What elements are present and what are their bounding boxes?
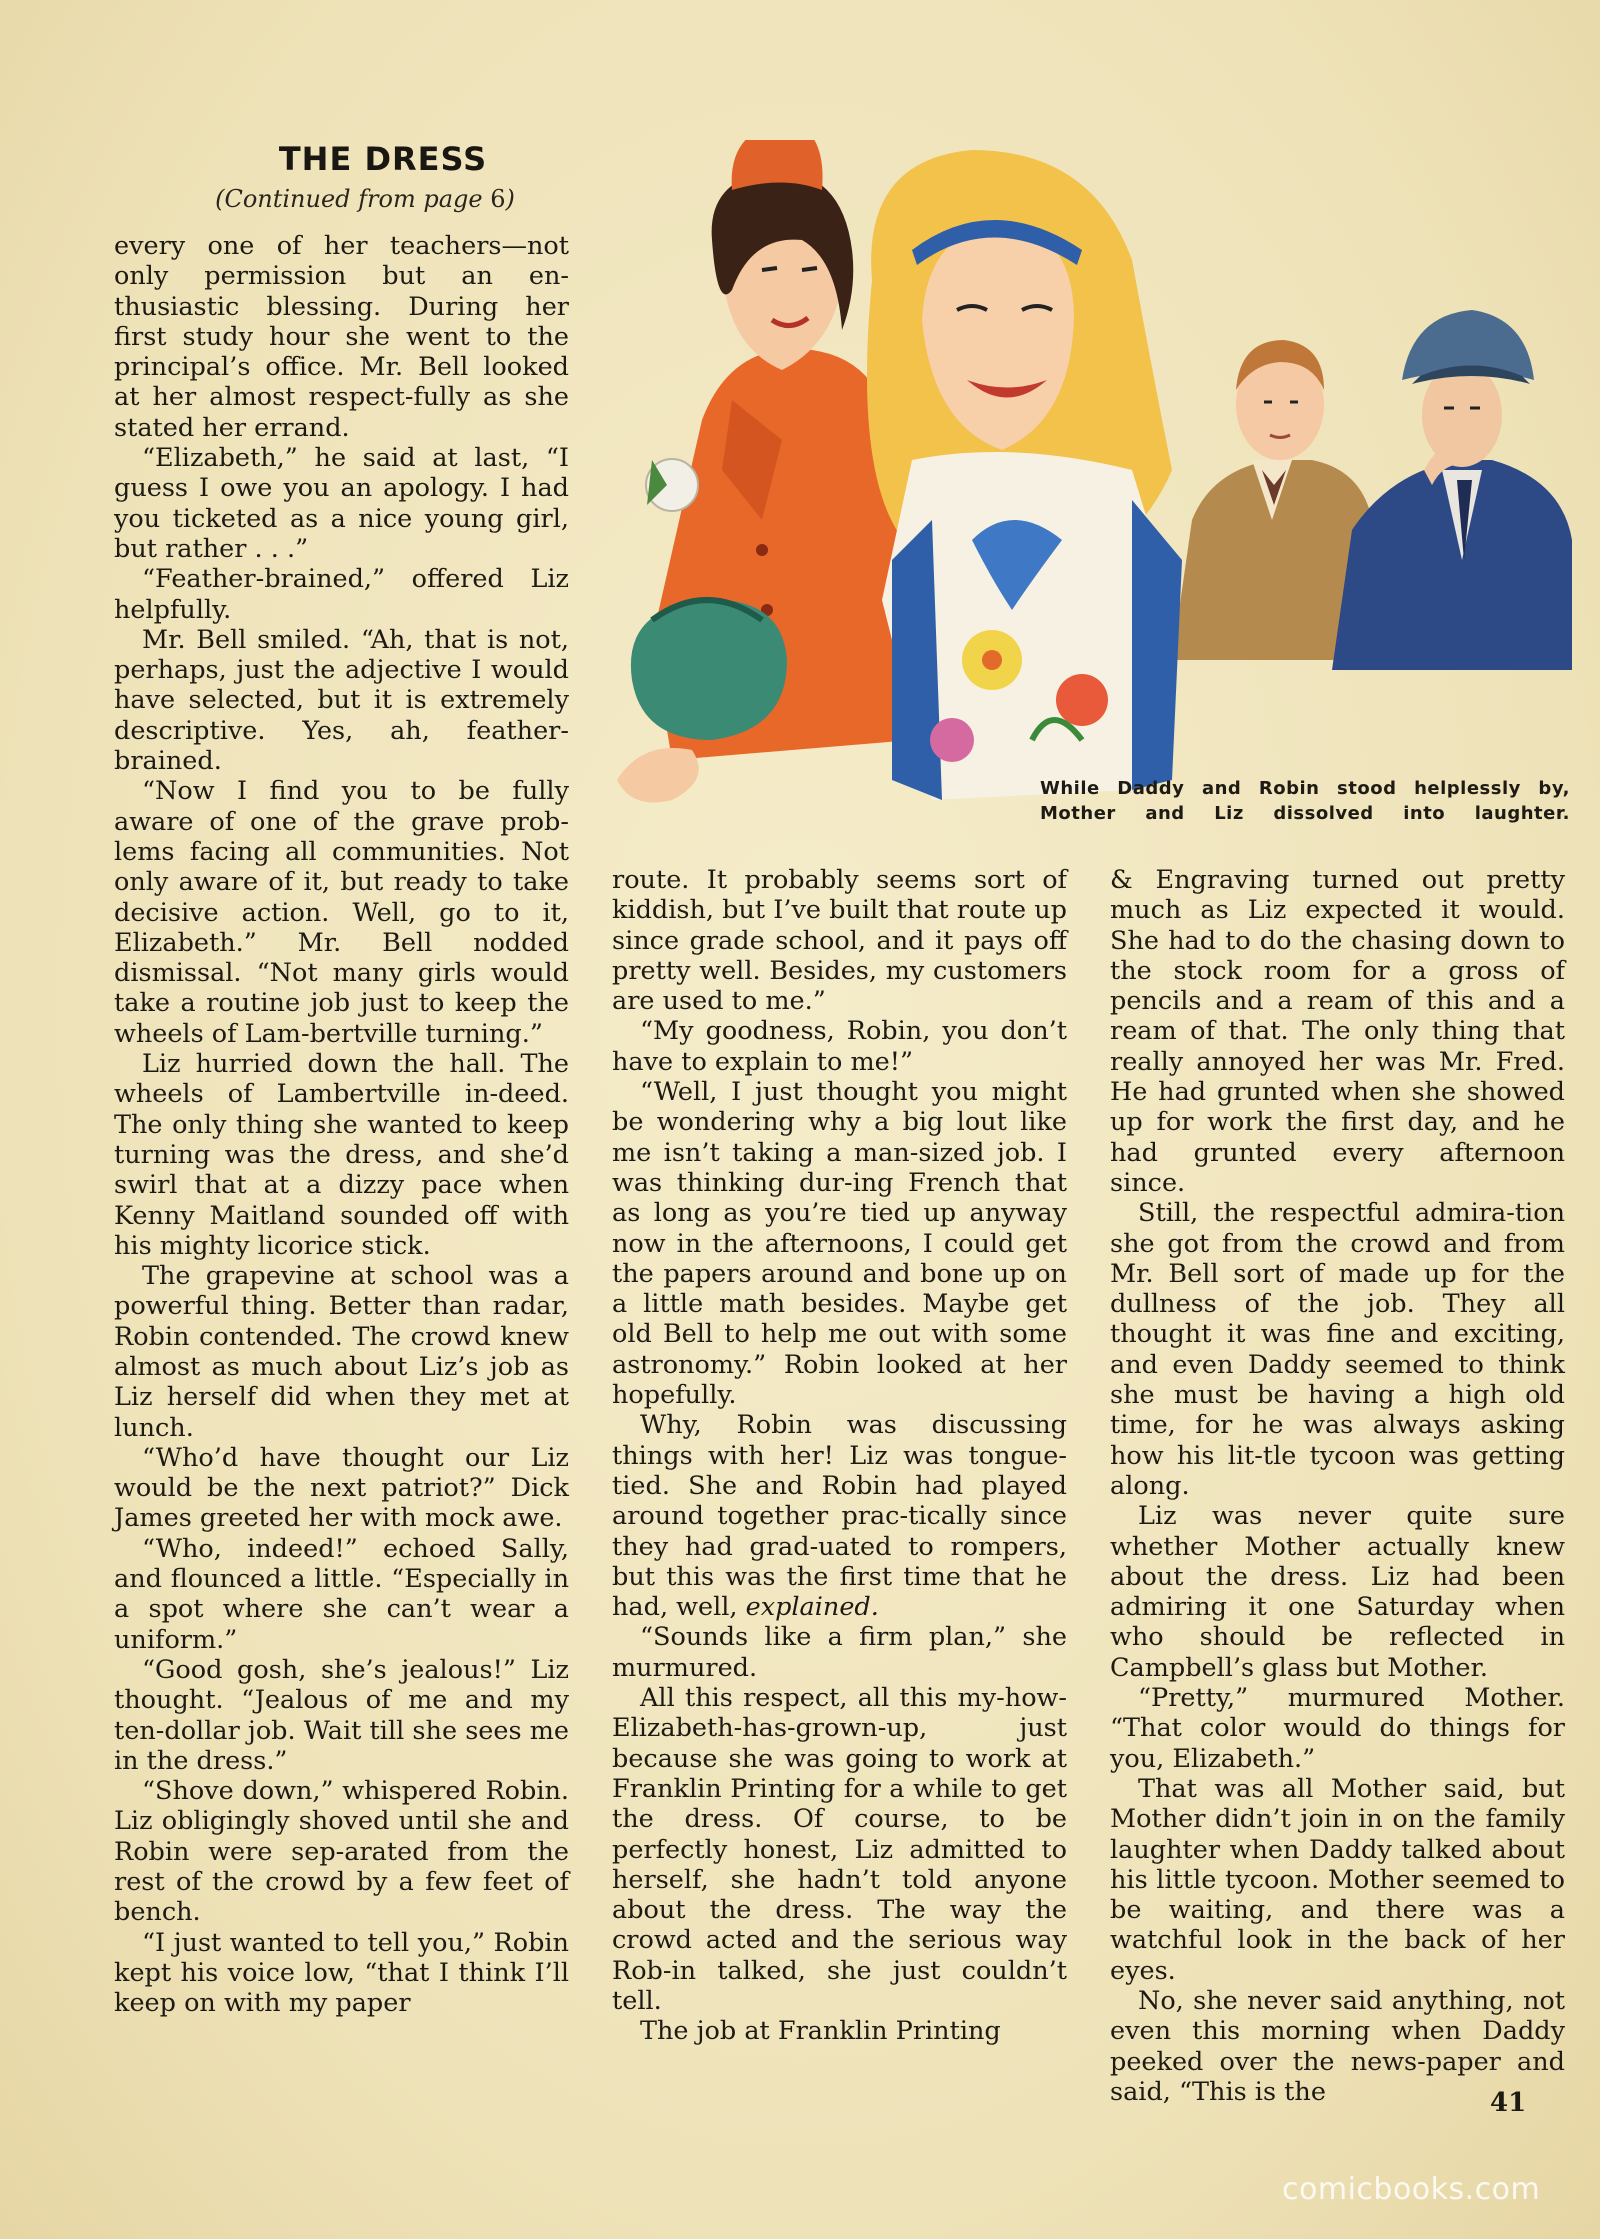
watermark: comicbooks.com — [1282, 2172, 1541, 2207]
illustration-caption — [1040, 776, 1570, 826]
page-number: 41 — [1490, 2088, 1527, 2118]
paragraph: No, she never said anything, not even this morning when Daddy peeked over the news-paper and said, “This is the — [1110, 1985, 1565, 2107]
story-illustration — [612, 140, 1572, 840]
paragraph: “Pretty,” murmured Mother. “That color would do things for you, Elizabeth.” — [1110, 1683, 1565, 1774]
paragraph: “My goodness, Robin, you don’t have to explain to me!” — [612, 1016, 1067, 1077]
caption-line-2: Mother and Liz dissolved into laughter. — [1040, 803, 1570, 824]
daddy-figure — [1332, 310, 1572, 670]
paragraph: “Elizabeth,” he said at last, “I guess I owe you an apology. I had you ticketed as a nice young girl, but rather . . .” — [114, 443, 569, 564]
paragraph-text: Why, Robin was discussing things with her! Liz was tongue-tied. She and Robin had played around together prac-tically since they had grad-uated to rompers, but this was the first time that he had, well, — [612, 1410, 1067, 1623]
story-title: THE DRESS — [278, 140, 488, 178]
text-column-1 — [114, 231, 569, 2019]
paragraph: “Now I find you to be fully aware of one of the grave prob-lems facing all communities. Not only aware of it, but ready to take decisive action. Well, go to it, Elizabeth.” Mr. Bell nodded dismissal. “Not many girls would take a routine job just to keep the wheels of Lam-bertville turning.” — [114, 776, 569, 1049]
continued-close: ) — [505, 185, 515, 213]
continued-note — [150, 185, 580, 213]
emphasis: explained. — [745, 1592, 879, 1623]
paragraph: every one of her teachers—not only permission but an en-thusiastic blessing. During her first study hour she went to the principal’s office. Mr. Bell looked at her almost respect-fully as she stated her errand. — [114, 231, 569, 443]
paragraph: The grapevine at school was a powerful thing. Better than radar, Robin contended. The crowd knew almost as much about Liz’s job as Liz herself did when they met at lunch. — [114, 1261, 569, 1443]
paragraph: Liz was never quite sure whether Mother actually knew about the dress. Liz had been admiring it one Saturday when who should be reflected in Campbell’s glass but Mother. — [1110, 1501, 1565, 1683]
text-column-2 — [612, 865, 1067, 2047]
paragraph: That was all Mother said, but Mother didn’t join in on the family laughter when Daddy talked about his little tycoon. Mother seemed to be waiting, and there was a watchful look in the back of her eyes. — [1110, 1773, 1565, 1986]
caption-line-1: While Daddy and Robin stood helplessly by, — [1040, 778, 1570, 799]
paragraph: Still, the respectful admira-tion she got from the crowd and from Mr. Bell sort of made up for the dullness of the job. They all thought it was fine and exciting, and even Daddy seemed to think she must be having a high old time, for he was always asking how his lit-tle tycoon was getting along. — [1110, 1198, 1565, 1501]
paragraph: “Good gosh, she’s jealous!” Liz thought. “Jealous of me and my ten-dollar job. Wait till she sees me in the dress.” — [114, 1654, 569, 1776]
liz-figure — [867, 150, 1182, 800]
continued-text: Continued from page — [224, 185, 483, 213]
paragraph — [612, 1410, 1067, 1622]
paragraph: “I just wanted to tell you,” Robin kept his voice low, “that I think I’ll keep on with my paper — [114, 1927, 569, 2019]
paragraph: “Shove down,” whispered Robin. Liz obligingly shoved until she and Robin were sep-arated from the rest of the crowd by a few feet of bench. — [114, 1776, 569, 1928]
paragraph: Liz hurried down the hall. The wheels of Lambertville in-deed. The only thing she wanted to keep turning was the dress, and she’d swirl that at a dizzy pace when Kenny Maitland sounded off with his mighty licorice stick. — [114, 1049, 569, 1261]
paragraph: Mr. Bell smiled. “Ah, that is not, perhaps, just the adjective I would have selected, but it is extremely descriptive. Yes, ah, feather-brained. — [114, 624, 569, 777]
paragraph: “Who’d have thought our Liz would be the next patriot?” Dick James greeted her with mock awe. — [114, 1442, 569, 1534]
paragraph: & Engraving turned out pretty much as Liz expected it would. She had to do the chasing down to the stock room for a gross of pencils and a ream of this and a ream of that. The only thing that really annoyed her was Mr. Fred. He had grunted when she showed up for work the first day, and he had grunted every afternoon since. — [1110, 865, 1565, 1198]
paragraph: All this respect, all this my-how-Elizabeth-has-grown-up, just because she was going to work at Franklin Printing for a while to get the dress. Of course, to be perfectly honest, Liz admitted to herself, she hadn’t told anyone about the dress. The way the crowd acted and the serious way Rob-in talked, she just couldn’t tell. — [612, 1683, 1067, 2016]
paragraph: “Who, indeed!” echoed Sally, and flounced a little. “Especially in a spot where she can’t wear a uniform.” — [114, 1533, 569, 1655]
paragraph: The job at Franklin Printing — [640, 2016, 1001, 2047]
paragraph: route. It probably seems sort of kiddish, but I’ve built that route up since grade school, and it pays off pretty well. Besides, my customers are used to me.” — [612, 865, 1067, 1017]
paragraph: “Feather-brained,” offered Liz helpfully. — [114, 564, 569, 625]
paragraph: “Sounds like a firm plan,” she murmured. — [612, 1622, 1067, 1683]
continued-open: ( — [215, 185, 225, 213]
paragraph: “Well, I just thought you might be wondering why a big lout like me isn’t taking a man-sized job. I was thinking dur-ing French that as long as you’re tied up anyway now in the afternoons, I could get the papers around and bone up on a little math besides. Maybe get old Bell to help me out with some astronomy.” Robin looked at her hopefully. — [612, 1077, 1067, 1411]
continued-page: 6 — [490, 185, 506, 213]
green-bag — [617, 600, 787, 803]
text-column-3 — [1110, 865, 1565, 2107]
